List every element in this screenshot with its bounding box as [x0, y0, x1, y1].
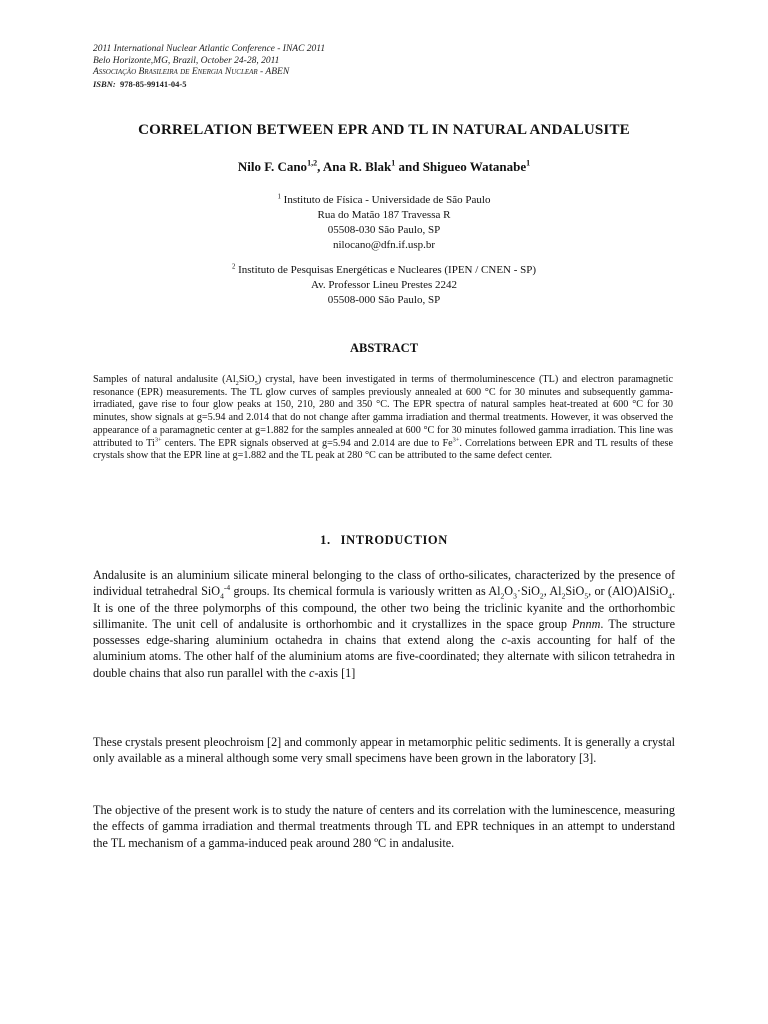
conference-name: 2011 International Nuclear Atlantic Conference - INAC 2011: [93, 44, 326, 54]
abstract-body: Samples of natural andalusite $(Al_2SiO_5)$ crystal, have been investigated in terms of thermoluminescence (TL) and electron paramagnetic resonance (EPR) measurements. The TL glow curves of samples previously annealed at 600 °C for 30 minutes and subsequently gamma-irradiated, gave rise to four glow peaks at 150, 210, 280 and 350 °C. The EPR spectra of natural samples heat-treated at 600 °C for 30 minutes, show signals at g=5.94 and 2.014 that do not change after gamma irradiation and thermal treatments. However, it was observed the appearance of a paramagnetic center at g=1.882 for the samples annealed at 600 °C for 30 minutes followed gamma irradiation. This line was attributed to $Ti^{3+}$ centers. The EPR signals observed at g=5.94 and 2.014 are due to $Fe^{3+}$. Correlations between EPR and TL results of these crystals show that the EPR line at g=1.882 and the TL peak at 280 °C can be attributed to the same defect center.: [93, 374, 673, 462]
affiliation-institution: Instituto de Física - Universidade de São Paulo: [280, 194, 491, 206]
affiliation-mark: 2: [231, 263, 236, 271]
section-heading-introduction: [60, 533, 708, 548]
affiliation-street: Rua do Matão 187 Travessa R: [317, 209, 451, 221]
author-name: Ana R. Blak: [322, 159, 392, 174]
author-name: Shigueo Watanabe: [422, 159, 527, 174]
affiliation-institution: Instituto de Pesquisas Energéticas e Nucleares (IPEN / CNEN - SP): [235, 264, 537, 276]
affiliation-city: 05508-030 São Paulo, SP: [327, 224, 441, 236]
author-separator: ,: [317, 159, 323, 174]
intro-paragraph-2: These crystals present pleochroism [2] and commonly appear in metamorphic pelitic sediments. It is generally a crystal only available as a mineral although some very small specimens have been grown in the laboratory [3].: [93, 735, 675, 766]
conference-location: Belo Horizonte,MG, Brazil, October 24-28, 2011: [93, 55, 280, 66]
conference-header: [93, 44, 513, 90]
affiliation-2: [60, 263, 708, 308]
affiliation-1: [60, 193, 708, 253]
isbn-line: [93, 79, 513, 91]
abstract-heading: ABSTRACT: [349, 341, 419, 355]
affiliation-mark: 1: [277, 193, 281, 201]
intro-paragraph-3: The objective of the present work is to study the nature of centers and its correlation with the luminescence, measuring the effects of gamma irradiation and thermal treatments through TL and EPR techniques in an attempt to understand the TL mechanism of a gamma-induced peak around 280 ºC in andalusite.: [93, 803, 675, 850]
affiliation-street: Av. Professor Lineu Prestes 2242: [310, 279, 458, 291]
conference-organizer: Associação Brasileira de Energia Nuclear - ABEN: [93, 67, 290, 77]
author-separator: and: [395, 159, 423, 174]
paper-title: CORRELATION BETWEEN EPR AND TL IN NATURAL ANDALUSITE: [138, 122, 630, 138]
isbn-value: 978-85-99141-04-5: [119, 78, 187, 89]
author-email: nilocano@dfn.if.usp.br: [332, 239, 436, 251]
intro-paragraph-1: Andalusite is an aluminium silicate mineral belonging to the class of ortho-silicates, characterized by the presence of individual tetrahedral SiO$_4^{-4}$ groups. Its chemical formula is variously written as $Al_2O_3\cdot SiO_2$, $Al_2SiO_5$, or (AlO)AlSiO$_4$. It is one of the three polymorphs of this compound, the other two being the triclinic kyanite and the orthorhombic sillimanite. The unit cell of andalusite is orthorhombic and it crystallizes in the space group Pnnm. The structure possesses edge-sharing aluminium octahedra in chains that extend along the c-axis accounting for half of the aluminium atoms. The other half of the aluminium atoms are five-coordinated; they alternate with silicon tetrahedra in double chains that also run parallel with the c-axis [1]: [93, 568, 675, 680]
author-affiliation-mark: 1,2: [307, 158, 318, 168]
affiliation-city: 05508-000 São Paulo, SP: [327, 294, 441, 306]
author-affiliation-mark: 1: [526, 158, 531, 168]
author-list: [60, 159, 708, 175]
section-number: 1.: [320, 533, 331, 547]
isbn-label: ISBN:: [93, 78, 116, 89]
author-name: Nilo F. Cano: [237, 159, 308, 174]
section-title: INTRODUCTION: [340, 533, 448, 547]
author-affiliation-mark: 1: [391, 158, 396, 168]
